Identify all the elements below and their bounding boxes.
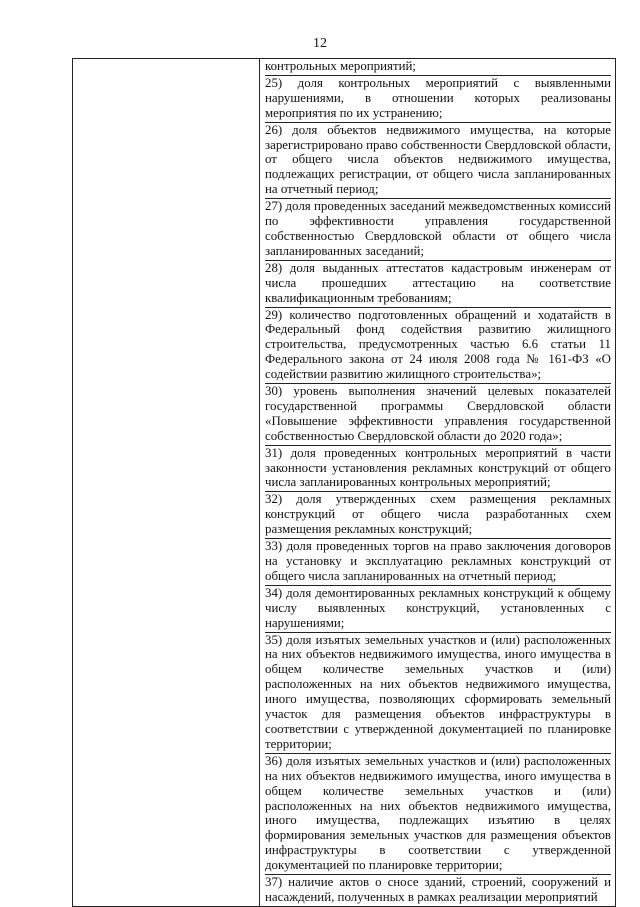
list-item: 37) наличие актов о сносе зданий, строений, сооружений и насаждений, полученных в рамках реализации мероприятий <box>265 875 611 904</box>
list-item: 32) доля утвержденных схем размещения рекламных конструкций от общего числа разработанных схем размещения рекламных конструкций; <box>265 492 611 537</box>
list-item: 36) доля изъятых земельных участков и (или) расположенных на них объектов недвижимого имущества, иного имущества в общем количестве земельных участков и (или) расположенных на них объектов недвижимого имущества, иного имущества, подлежащих изъятию в целях формирования земельных участков для размещения объектов инфраструктуры в соответствии с утвержденной документацией по планировке территории; <box>265 753 611 873</box>
list-item: контрольных мероприятий; <box>265 59 416 73</box>
list-item: 31) доля проведенных контрольных мероприятий в части законности установления рекламных конструкций от общего числа запланированных контрольных мероприятий; <box>265 445 611 490</box>
table-row <box>73 59 616 907</box>
page-number: 12 <box>313 36 327 51</box>
list-item: 29) количество подготовленных обращений и ходатайств в Федеральный фонд содействия развитию жилищного строительства, предусмотренных частью 6.6 статьи 11 Федерального закона от 24 июля 2008 года № 161-ФЗ «О содействии развитию жилищного строительства»; <box>265 307 611 382</box>
list-item: 34) доля демонтированных рекламных конструкций к общему числу выявленных конструкций, установленных с нарушениями; <box>265 585 611 630</box>
indicators-cell <box>260 59 616 907</box>
list-item: 35) доля изъятых земельных участков и (или) расположенных на них объектов недвижимого имущества, иного имущества в общем количестве земельных участков и (или) расположенных на них объектов недвижимого имущества, иного имущества, позволяющих сформировать земельный участок для размещения объектов инфраструктуры в соответствии с утвержденной документацией по планировке территории; <box>265 632 611 751</box>
list-item: 25) доля контрольных мероприятий с выявленными нарушениями, в отношении которых реализованы мероприятия по их устранению; <box>265 75 611 120</box>
list-item: 26) доля объектов недвижимого имущества, на которые зарегистрировано право собственности Свердловской области, от общего числа объектов недвижимого имущества, подлежащих регистрации, от общего числа запланированных на отчетный период; <box>265 122 611 197</box>
empty-left-cell <box>73 59 260 907</box>
list-item: 27) доля проведенных заседаний межведомственных комиссий по эффективности управления государственной собственностью Свердловской области от общего числа запланированных заседаний; <box>265 199 611 258</box>
list-item: 33) доля проведенных торгов на право заключения договоров на установку и эксплуатацию рекламных конструкций от общего числа запланированных на отчетный период; <box>265 539 611 583</box>
indicators-table <box>72 58 616 907</box>
list-item: 28) доля выданных аттестатов кадастровым инженерам от числа прошедших аттестацию на соответствие квалификационным требованиям; <box>265 260 611 305</box>
list-item: 30) уровень выполнения значений целевых показателей государственной программы Свердловской области «Повышение эффективности управления государственной собственностью Свердловской области до 2020 года»; <box>265 384 611 443</box>
